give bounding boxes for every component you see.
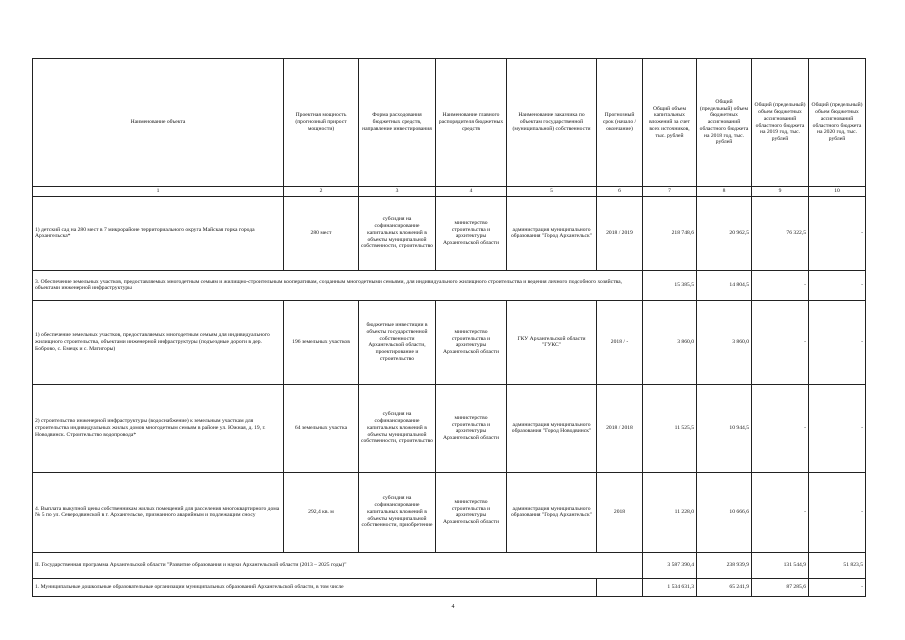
object-name: 4. Выплата выкупной цены собственникам жилых помещений для расселения многоквартирного дома № 5 по ул. Северодвинской в г. Архангельске, признанного аварийным и подлежащим сносу [33,472,284,552]
header-customer: Наименование заказчика по объектам государственной (муниципальной) собственности [507,59,597,187]
budget-2018-cell: 238 939,9 [697,552,752,578]
total-investment-cell: 218 748,6 [643,196,697,270]
budget-manager-cell: министерство строительства и архитектуры Архангельской области [436,472,507,552]
budget-2020-cell: - [809,300,866,384]
term-cell: 2018 / 2019 [597,196,643,270]
customer-cell: администрация муниципального образования "Город Архангельск" [507,196,597,270]
budget-2019-cell: - [752,384,809,472]
table-row [33,552,866,578]
budget-2019-cell: - [752,300,809,384]
table-row [33,270,866,300]
column-number-row [33,187,866,197]
budget-2018-cell: 10 944,5 [697,384,752,472]
capacity-cell: 292,4 кв. м [284,472,359,552]
column-number: 8 [697,187,752,197]
budget-2019-cell: 87 285,6 [752,578,809,596]
term-cell: 2018 / - [597,300,643,384]
header-capacity: Проектная мощность (прогнозный прирост мощности) [284,59,359,187]
object-name: 1) детский сад на 280 мест в 7 микрорайоне территориального округа Майская горка города Архангельска* [33,196,284,270]
budget-2020-cell: - [809,196,866,270]
budget-manager-cell: министерство строительства и архитектуры Архангельской области [436,300,507,384]
table-row [33,384,866,472]
budget-2020-cell: - [809,472,866,552]
table-row [33,196,866,270]
total-investment-cell: 15 385,5 [643,270,697,300]
program-heading: II. Государственная программа Архангельской области "Развитие образования и науки Архангельской области (2013 – 2025 годы)" [33,552,643,578]
budget-2019-cell: - [752,270,809,300]
budget-2018-cell: 20 962,5 [697,196,752,270]
capacity-cell: 196 земельных участков [284,300,359,384]
column-number: 10 [809,187,866,197]
budget-2019-cell: - [752,472,809,552]
spending-form-cell: бюджетные инвестиции в объекты государственной собственности Архангельской области, проектирование и строительство [359,300,436,384]
object-name: 1) обеспечение земельных участков, предоставляемых многодетным семьям для индивидуального жилищного строительства, объектами инженерной инфраструктуры (подъездные дороги в дер. Боброво, с. Емецк и с. Матигоры) [33,300,284,384]
term-cell: 2018 [597,472,643,552]
header-object-name: Наименование объекта [33,59,284,187]
budget-2019-cell: 76 322,5 [752,196,809,270]
column-number: 7 [643,187,697,197]
header-term: Прогнозный срок (начало / окончание) [597,59,643,187]
header-spending-form: Форма расходования бюджетных средств, направление инвестирования [359,59,436,187]
spending-form-cell: субсидия на софинансирование капитальных вложений в объекты муниципальной собственности, приобретение [359,472,436,552]
capacity-cell: 280 мест [284,196,359,270]
header-budget-2018: Общий (предельный) объем бюджетных ассигнований областного бюджета на 2018 год, тыс. рублей [697,59,752,187]
column-number: 1 [33,187,284,197]
column-number: 9 [752,187,809,197]
capacity-cell: 64 земельных участка [284,384,359,472]
object-name: 2) строительство инженерной инфраструктуры (водоснабжение) к земельным участкам для строительства индивидуальных жилых домов многодетным семьям в районе ул. Южная, д. 19, г. Новодвинск. Строительство водопровода* [33,384,284,472]
budget-manager-cell: министерство строительства и архитектуры Архангельской области [436,196,507,270]
header-total-investment: Общий объем капитальных вложений за счет всех источников, тыс. рублей [643,59,697,187]
table-row [33,300,866,384]
section-heading: 1. Муниципальные дошкольные образовательные организации муниципальных образований Архангельской области, в том числе [33,578,597,596]
spending-form-cell: субсидия на софинансирование капитальных вложений в объекты муниципальной собственности, строительство [359,196,436,270]
budget-2020-cell: - [809,270,866,300]
table-row [33,578,866,596]
header-budget-manager: Наименование главного распорядителя бюджетных средств [436,59,507,187]
column-number: 4 [436,187,507,197]
budget-2020-cell: - [809,578,866,596]
budget-2020-cell: 51 823,5 [809,552,866,578]
header-budget-2019: Общий (предельный) объем бюджетных ассигнований областного бюджета на 2019 год, тыс. рублей [752,59,809,187]
capital-investments-table [32,58,866,597]
customer-cell: ГКУ Архангельской области "ГУКС" [507,300,597,384]
term-cell [597,578,643,596]
budget-manager-cell: министерство строительства и архитектуры Архангельской области [436,384,507,472]
table-header-row [33,59,866,187]
column-number: 2 [284,187,359,197]
section-heading: 3. Обеспечение земельных участков, предоставляемых многодетным семьям и жилищно-строительным кооперативам, созданным многодетными семьями, для индивидуального жилищного строительства и ведения личного подсобного хозяйства, объектами инженерной инфраструктуры [33,270,643,300]
customer-cell: администрация муниципального образования "Город Архангельск" [507,472,597,552]
total-investment-cell: 11 525,5 [643,384,697,472]
total-investment-cell: 3 860,0 [643,300,697,384]
budget-2018-cell: 14 804,5 [697,270,752,300]
budget-2019-cell: 131 544,9 [752,552,809,578]
budget-2018-cell: 3 860,0 [697,300,752,384]
total-investment-cell: 1 534 631,3 [643,578,697,596]
customer-cell: администрация муниципального образования "Город Новодвинск" [507,384,597,472]
page-number: 4 [451,604,455,610]
spending-form-cell: субсидия на софинансирование капитальных вложений в объекты муниципальной собственности, строительство [359,384,436,472]
budget-2018-cell: 10 666,6 [697,472,752,552]
total-investment-cell: 3 587 390,4 [643,552,697,578]
column-number: 3 [359,187,436,197]
total-investment-cell: 11 228,0 [643,472,697,552]
column-number: 5 [507,187,597,197]
term-cell: 2018 / 2018 [597,384,643,472]
table-row [33,472,866,552]
header-budget-2020: Общий (предельный) объем бюджетных ассигнований областного бюджета на 2020 год, тыс. рублей [809,59,866,187]
column-number: 6 [597,187,643,197]
budget-2020-cell: - [809,384,866,472]
budget-2018-cell: 65 241,9 [697,578,752,596]
